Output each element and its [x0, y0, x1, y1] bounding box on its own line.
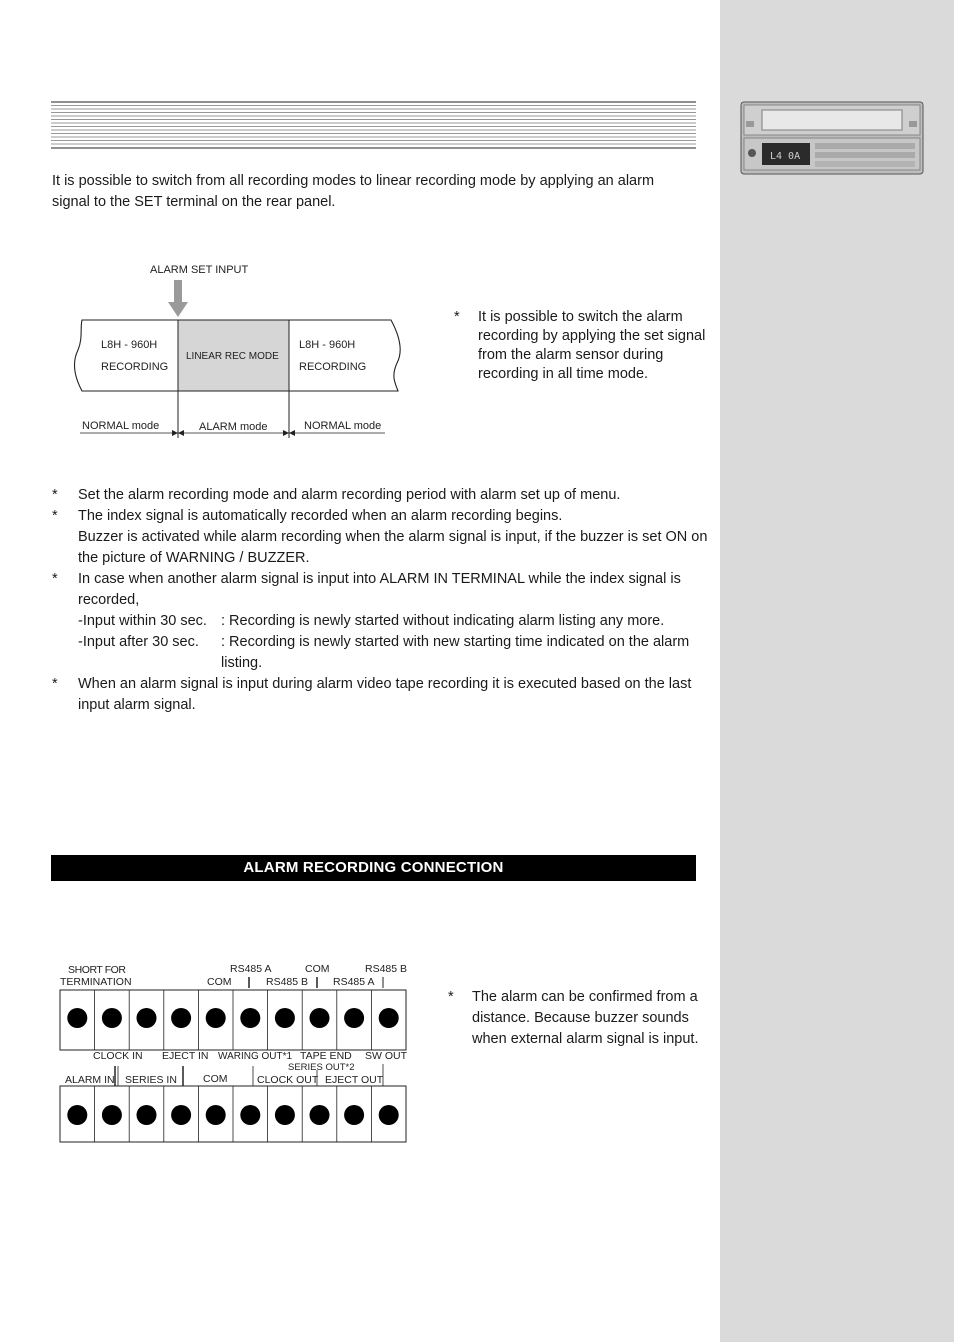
terminal-pin — [240, 1105, 260, 1125]
svg-text:SW OUT: SW OUT — [365, 1050, 407, 1062]
header-stripes — [51, 101, 696, 149]
terminal-pin — [275, 1008, 295, 1028]
terminal-pin — [137, 1008, 157, 1028]
terminal-pin — [344, 1105, 364, 1125]
svg-text:NORMAL mode: NORMAL mode — [82, 420, 160, 432]
svg-text:WARING OUT*1: WARING OUT*1 — [218, 1051, 293, 1062]
terminal-pin — [206, 1105, 226, 1125]
svg-text:RECORDING: RECORDING — [299, 361, 367, 373]
svg-text:RS485 A: RS485 A — [333, 976, 375, 988]
terminal-pin — [67, 1105, 87, 1125]
list-item: * The index signal is automatically recorded when an alarm recording begins. Buzzer is activated while alarm recording when the alarm signal is input, if the buzzer is set ON on the picture of WARNING / BUZZER. — [52, 508, 708, 566]
svg-text:EJECT OUT: EJECT OUT — [325, 1074, 384, 1086]
svg-text:RECORDING: RECORDING — [101, 361, 169, 373]
terminal-pin — [67, 1008, 87, 1028]
svg-text:L8H - 960H: L8H - 960H — [299, 339, 356, 351]
terminal-pin — [171, 1008, 191, 1028]
svg-text:L4 0A: L4 0A — [770, 151, 801, 162]
terminal-pin — [310, 1105, 330, 1125]
svg-text:CLOCK IN: CLOCK IN — [93, 1050, 143, 1062]
list-item: * In case when another alarm signal is input into ALARM IN TERMINAL while the index signal is recorded, -Input within 30 sec. : Recording is newly started without indicating alarm listing any more. -Input after 30 sec. : Recording is newly started with new starting time indicated on the alarm listing. — [52, 571, 690, 671]
svg-text:L8H - 960H: L8H - 960H — [101, 339, 158, 351]
sidebar-panel — [720, 0, 954, 1342]
svg-text:EJECT IN: EJECT IN — [162, 1050, 209, 1062]
down-arrow-icon — [174, 280, 182, 302]
svg-text:COM: COM — [305, 963, 330, 975]
svg-text:TAPE END: TAPE END — [300, 1050, 352, 1062]
svg-text:ALARM IN: ALARM IN — [65, 1074, 115, 1086]
list-item: * Set the alarm recording mode and alarm recording period with alarm set up of menu. — [52, 487, 621, 503]
rear-terminal-diagram — [56, 958, 416, 1148]
alarm-mode-diagram — [70, 258, 410, 443]
terminal-pin — [379, 1008, 399, 1028]
section-title: ALARM RECORDING CONNECTION — [51, 855, 696, 881]
svg-text:SHORT FOR: SHORT FOR — [68, 964, 126, 976]
terminal-pin — [206, 1008, 226, 1028]
svg-text:COM: COM — [207, 976, 232, 988]
terminal-pin — [344, 1008, 364, 1028]
terminal-pin — [102, 1008, 122, 1028]
vcr-device-image — [740, 101, 924, 175]
svg-text:RS485 B: RS485 B — [365, 963, 408, 975]
terminal-pin — [310, 1008, 330, 1028]
terminal-pin — [275, 1105, 295, 1125]
svg-text:SERIES OUT*2: SERIES OUT*2 — [288, 1062, 355, 1073]
terminal-pin — [240, 1008, 260, 1028]
svg-text:RS485 A: RS485 A — [230, 963, 272, 975]
svg-text:TERMINATION: TERMINATION — [60, 976, 132, 988]
list-item: * When an alarm signal is input during alarm video tape recording it is executed based on the last input alarm signal. — [52, 676, 692, 713]
svg-text:SERIES IN: SERIES IN — [125, 1074, 177, 1086]
alarm-set-input-label: ALARM SET INPUT — [150, 264, 249, 276]
svg-text:ALARM mode: ALARM mode — [199, 421, 268, 433]
svg-text:NORMAL mode: NORMAL mode — [304, 420, 382, 432]
intro-paragraph: It is possible to switch from all recording modes to linear recording mode by applying an alarm signal to the SET terminal on the rear panel. — [52, 173, 655, 210]
terminal-pin — [137, 1105, 157, 1125]
alarm-notes-list — [52, 485, 712, 716]
terminal-pin — [171, 1105, 191, 1125]
svg-text:COM: COM — [203, 1073, 228, 1085]
terminal-pin — [379, 1105, 399, 1125]
svg-text:CLOCK OUT: CLOCK OUT — [257, 1074, 319, 1086]
terminal-pin — [102, 1105, 122, 1125]
svg-text:LINEAR REC MODE: LINEAR REC MODE — [186, 351, 279, 362]
svg-text:RS485 B: RS485 B — [266, 976, 309, 988]
